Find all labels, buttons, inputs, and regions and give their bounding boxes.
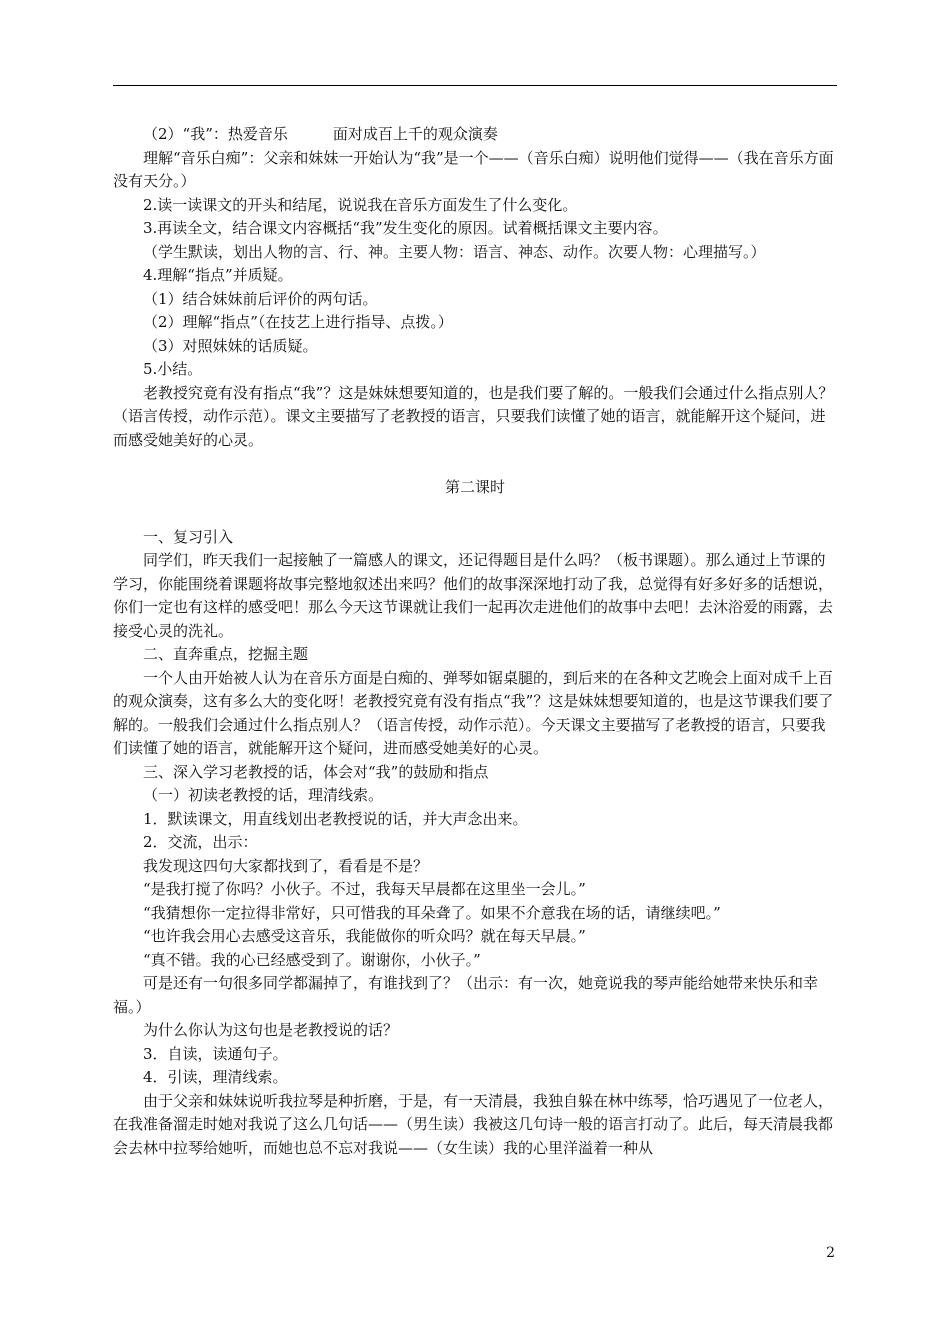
paragraph: 由于父亲和妹妹说听我拉琴是种折磨，于是，有一天清晨，我独自躲在林中练琴，恰巧遇见了一位老人，在我准备溜走时她对我说了这么几句话——（男生读）我被这几句诗一般的语言打动了。此后，每天清晨我都会去林中拉琴给她听，而她也总不忘对我说——（女生读）我的心里洋溢着一种从: [113, 1091, 834, 1157]
section-title: 第二课时: [444, 478, 505, 496]
paragraph: 为什么你认为这句也是老教授说的话？: [143, 1021, 399, 1039]
paragraph: 5.小结。: [143, 360, 203, 378]
paragraph: 三、深入学习老教授的话，体会对“我”的鼓励和指点: [143, 762, 489, 781]
paragraph: 同学们，昨天我们一起接触了一篇感人的课文，还记得题目是什么吗？（板书课题）。那么通过上节课的学习，你能围绕着课题将故事完整地叙述出来吗？他们的故事深深地打动了我，总觉得有好多好多的话想说，你们一定也有这样的感受吧！那么今天这节课就让我们一起再次走进他们的故事中去吧！去沐浴爱的雨露，去接受心灵的洗礼。: [113, 551, 834, 640]
paragraph: 2.读一读课文的开头和结尾，说说我在音乐方面发生了什么变化。: [143, 195, 578, 214]
paragraph: 一个人由开始被人认为在音乐方面是白痴的、弹琴如锯桌腿的，到后来的在各种文艺晚会上面对成千上百的观众演奏，这有多么大的变化呀！老教授究竟有没有指点“我”？这是妹妹想要知道的，也是这节课我们要了解的。一般我们会通过什么指点别人？（语言传授，动作示范）。今天课文主要描写了老教授的语言，只要我们读懂了她的语言，就能解开这个疑问，进而感受她美好的心灵。: [113, 668, 834, 757]
document-body: [113, 123, 837, 1160]
paragraph: 二、直奔重点，挖掘主题: [143, 645, 309, 663]
paragraph: 4．引读，理清线索。: [143, 1068, 288, 1086]
quote-line: “也许我会用心去感受这音乐，我能做你的听众吗？就在每天早晨。”: [143, 927, 586, 945]
quote-line: “是我打搅了你吗？小伙子。不过，我每天早晨都在这里坐一会儿。”: [143, 880, 586, 898]
paragraph: 可是还有一句很多同学都漏掉了，有谁找到了？（出示：有一次，她竟说我的琴声能给她带来快乐和幸福。）: [113, 974, 819, 1016]
paragraph: 一、复习引入: [143, 527, 234, 546]
paragraph: 老教授究竟有没有指点“我”？这是妹妹想要知道的，也是我们要了解的。一般我们会通过什么指点别人？（语言传授，动作示范）。课文主要描写了老教授的语言，只要我们读懂了她的语言，就能解开这个疑问，进而感受她美好的心灵。: [113, 383, 834, 449]
bottom-section: [113, 526, 837, 1161]
paragraph: 2．交流，出示：: [143, 833, 258, 851]
quote-line: “我猜想你一定拉得非常好，只可惜我的耳朵聋了。如果不介意我在场的话，请继续吧。”: [143, 903, 721, 922]
paragraph: 1．默读课文，用直线划出老教授说的话，并大声念出来。: [143, 809, 528, 828]
paragraph: 我发现这四句大家都找到了，看看是不是？: [143, 856, 429, 875]
paragraph: （一）初读老教授的话，理清线索。: [143, 786, 384, 804]
paragraph: 4.理解“指点”并质疑。: [143, 266, 293, 284]
page-number: 2: [826, 1245, 835, 1261]
paragraph: 理解“音乐白痴”：父亲和妹妹一开始认为“我”是一个——（音乐白痴）说明他们觉得——（我在音乐方面没有天分。）: [113, 148, 834, 190]
paragraph: （1）结合妹妹前后评价的两句话。: [143, 289, 378, 308]
paragraph: （2）理解“指点”（在技艺上进行指导、点拨。）: [143, 313, 453, 331]
paragraph: （2）“我”：热爱音乐 面对成百上千的观众演奏: [143, 125, 498, 143]
top-section: [113, 123, 837, 452]
quote-line: “真不错。我的心已经感受到了。谢谢你，小伙子。”: [143, 950, 481, 969]
paragraph: （学生默读，划出人物的言、行、神。主要人物：语言、神态、动作。次要人物：心理描写。）: [143, 242, 766, 261]
paragraph: 3．自读，读通句子。: [143, 1044, 288, 1063]
paragraph: 3.再读全文，结合课文内容概括“我”发生变化的原因。试着概括课文主要内容。: [143, 219, 668, 237]
header-rule: [113, 85, 837, 86]
paragraph: （3）对照妹妹的话质疑。: [143, 336, 318, 355]
